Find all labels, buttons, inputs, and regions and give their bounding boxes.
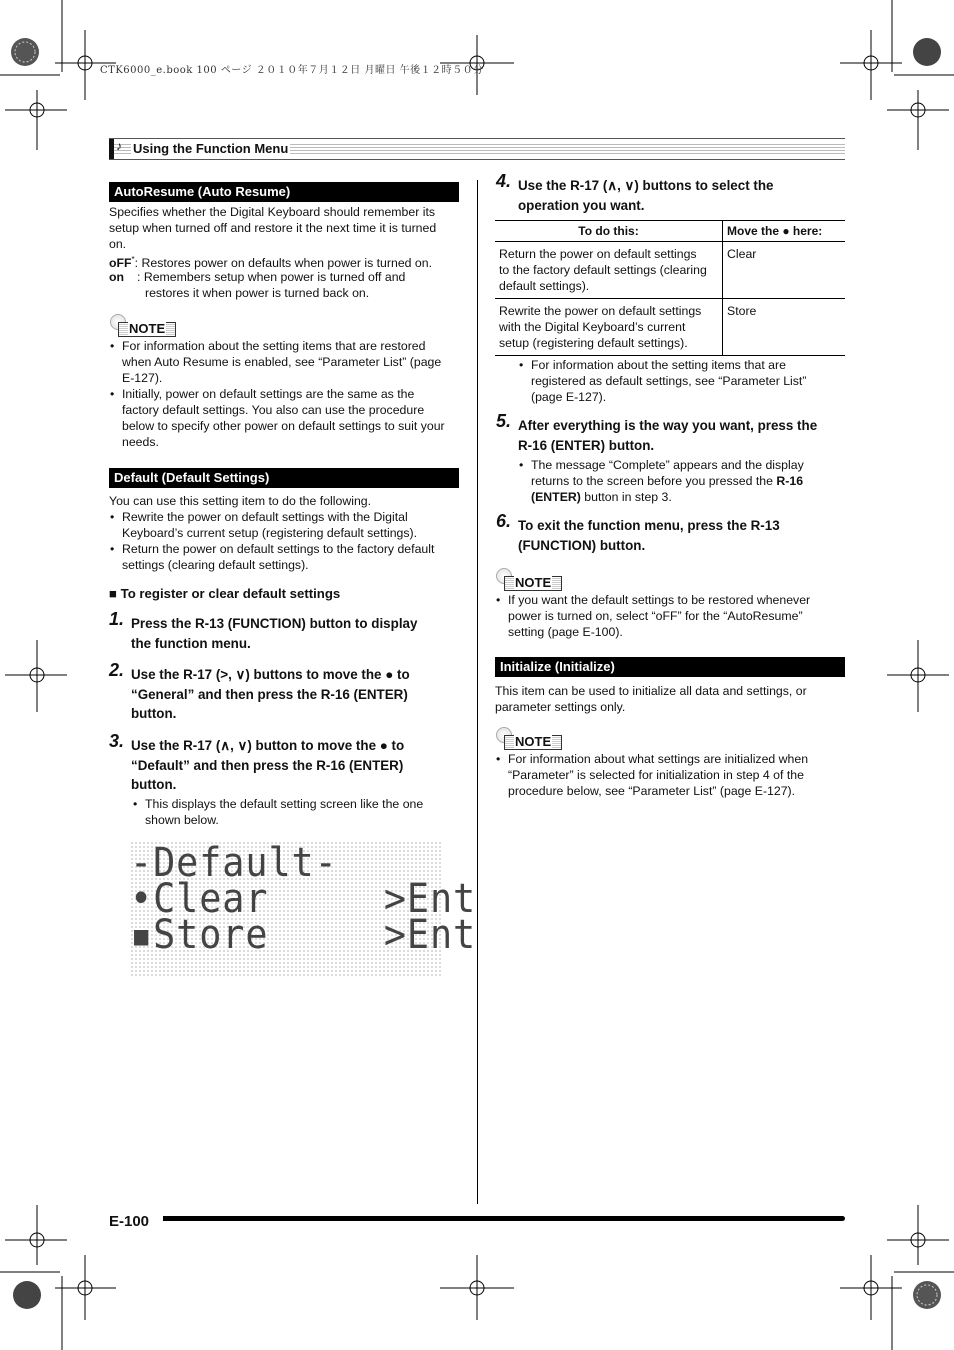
option-off: oFF*: Restores power on defaults when power is turned on. [109, 255, 433, 271]
lcd-display [130, 840, 477, 976]
lcd-line-1: -Default- [130, 840, 338, 886]
table-note: • For information about the setting items that are registered as default settings, see “Parameter List” (page E-127). [517, 357, 851, 405]
section-header-bar [109, 138, 845, 160]
note-item: • For information about what settings are initialized when “Parameter” is selected for initialization in step 4 of the procedure below, see “Parameter List” (page E-127). [494, 751, 853, 799]
default-heading: Default (Default Settings) [109, 468, 459, 488]
table-cell: Store [723, 299, 846, 356]
function-table [495, 220, 845, 356]
autoresume-heading: AutoResume (Auto Resume) [109, 182, 459, 202]
step-5: 5. After everything is the way you want, press the R-16 (ENTER) button. [496, 411, 818, 453]
step5-bullet: • The message “Complete” appears and the display returns to the screen before you pressed the R-16 (ENTER) button in step 3. [517, 457, 851, 505]
print-slug: CTK6000_e.book 100 ページ ２０１０年７月１２日 月曜日 午後１２時５０分 [100, 65, 484, 76]
step-1: 1. Press the R-13 (FUNCTION) button to display the function menu. [109, 609, 418, 651]
page-number: E-100 [109, 1213, 150, 1230]
section-header-title: Using the Function Menu [133, 141, 289, 156]
initialize-heading: Initialize (Initialize) [495, 657, 845, 677]
footer-rule [163, 1216, 845, 1221]
autoresume-desc: Specifies whether the Digital Keyboard should remember its setup when turned off and restore it the next time it is turned on. [109, 205, 437, 251]
step-6: 6. To exit the function menu, press the R-13 (FUNCTION) button. [496, 511, 780, 553]
note-badge: NOTE [110, 319, 176, 336]
step-3: 3. Use the R-17 (∧, ∨) button to move the ● to “Default” and then press the R-16 (ENTER) button. [109, 731, 405, 792]
note-badge: NOTE [496, 573, 562, 590]
lcd-line-3: ▪Store >Ent [130, 912, 477, 958]
step-4: 4. Use the R-17 (∧, ∨) buttons to select the operation you want. [496, 171, 774, 213]
music-note-icon: ♪ [116, 139, 122, 153]
initialize-desc: This item can be used to initialize all data and settings, or parameter settings only. [495, 684, 807, 714]
table-row [495, 299, 845, 356]
table-header-row [495, 221, 845, 242]
table-header: Move the ● here: [723, 221, 846, 242]
table-header: To do this: [495, 221, 723, 242]
option-on-cont: restores it when power is turned back on. [145, 286, 370, 300]
subheading: ■ To register or clear default settings [109, 586, 341, 601]
default-intro: You can use this setting item to do the following. [109, 494, 372, 508]
default-bullet: • Return the power on default settings to the factory default settings (clearing default settings). [108, 541, 477, 573]
step3-bullet: • This displays the default setting screen like the one shown below. [131, 796, 475, 828]
note-item: • Initially, power on default settings are the same as the factory default settings. You also can use the procedure below to specify other power on default settings to suit your needs. [108, 386, 477, 450]
note-item: • If you want the default settings to be restored whenever power is turned on, select “oFF” for the “AutoResume” setting (page E-100). [494, 592, 853, 640]
step-2: 2. Use the R-17 (>, ∨) buttons to move the ● to “General” and then press the R-16 (ENTER) button. [109, 660, 410, 721]
table-cell: Return the power on default settings to the factory default settings (clearing default settings). [495, 242, 723, 299]
table-cell: Clear [723, 242, 846, 299]
default-bullet: • Rewrite the power on default settings with the Digital Keyboard’s current setup (registering default settings). [108, 509, 477, 541]
note-badge: NOTE [496, 732, 562, 749]
note-item: • For information about the setting items that are restored when Auto Resume is enabled, see “Parameter List” (page E-127). [108, 338, 477, 386]
lcd-line-2: •Clear >Ent [130, 876, 477, 922]
table-row [495, 242, 845, 299]
option-on: on : Remembers setup when power is turned off and [109, 270, 406, 284]
table-cell: Rewrite the power on default settings with the Digital Keyboard’s current setup (registering default settings). [495, 299, 723, 356]
